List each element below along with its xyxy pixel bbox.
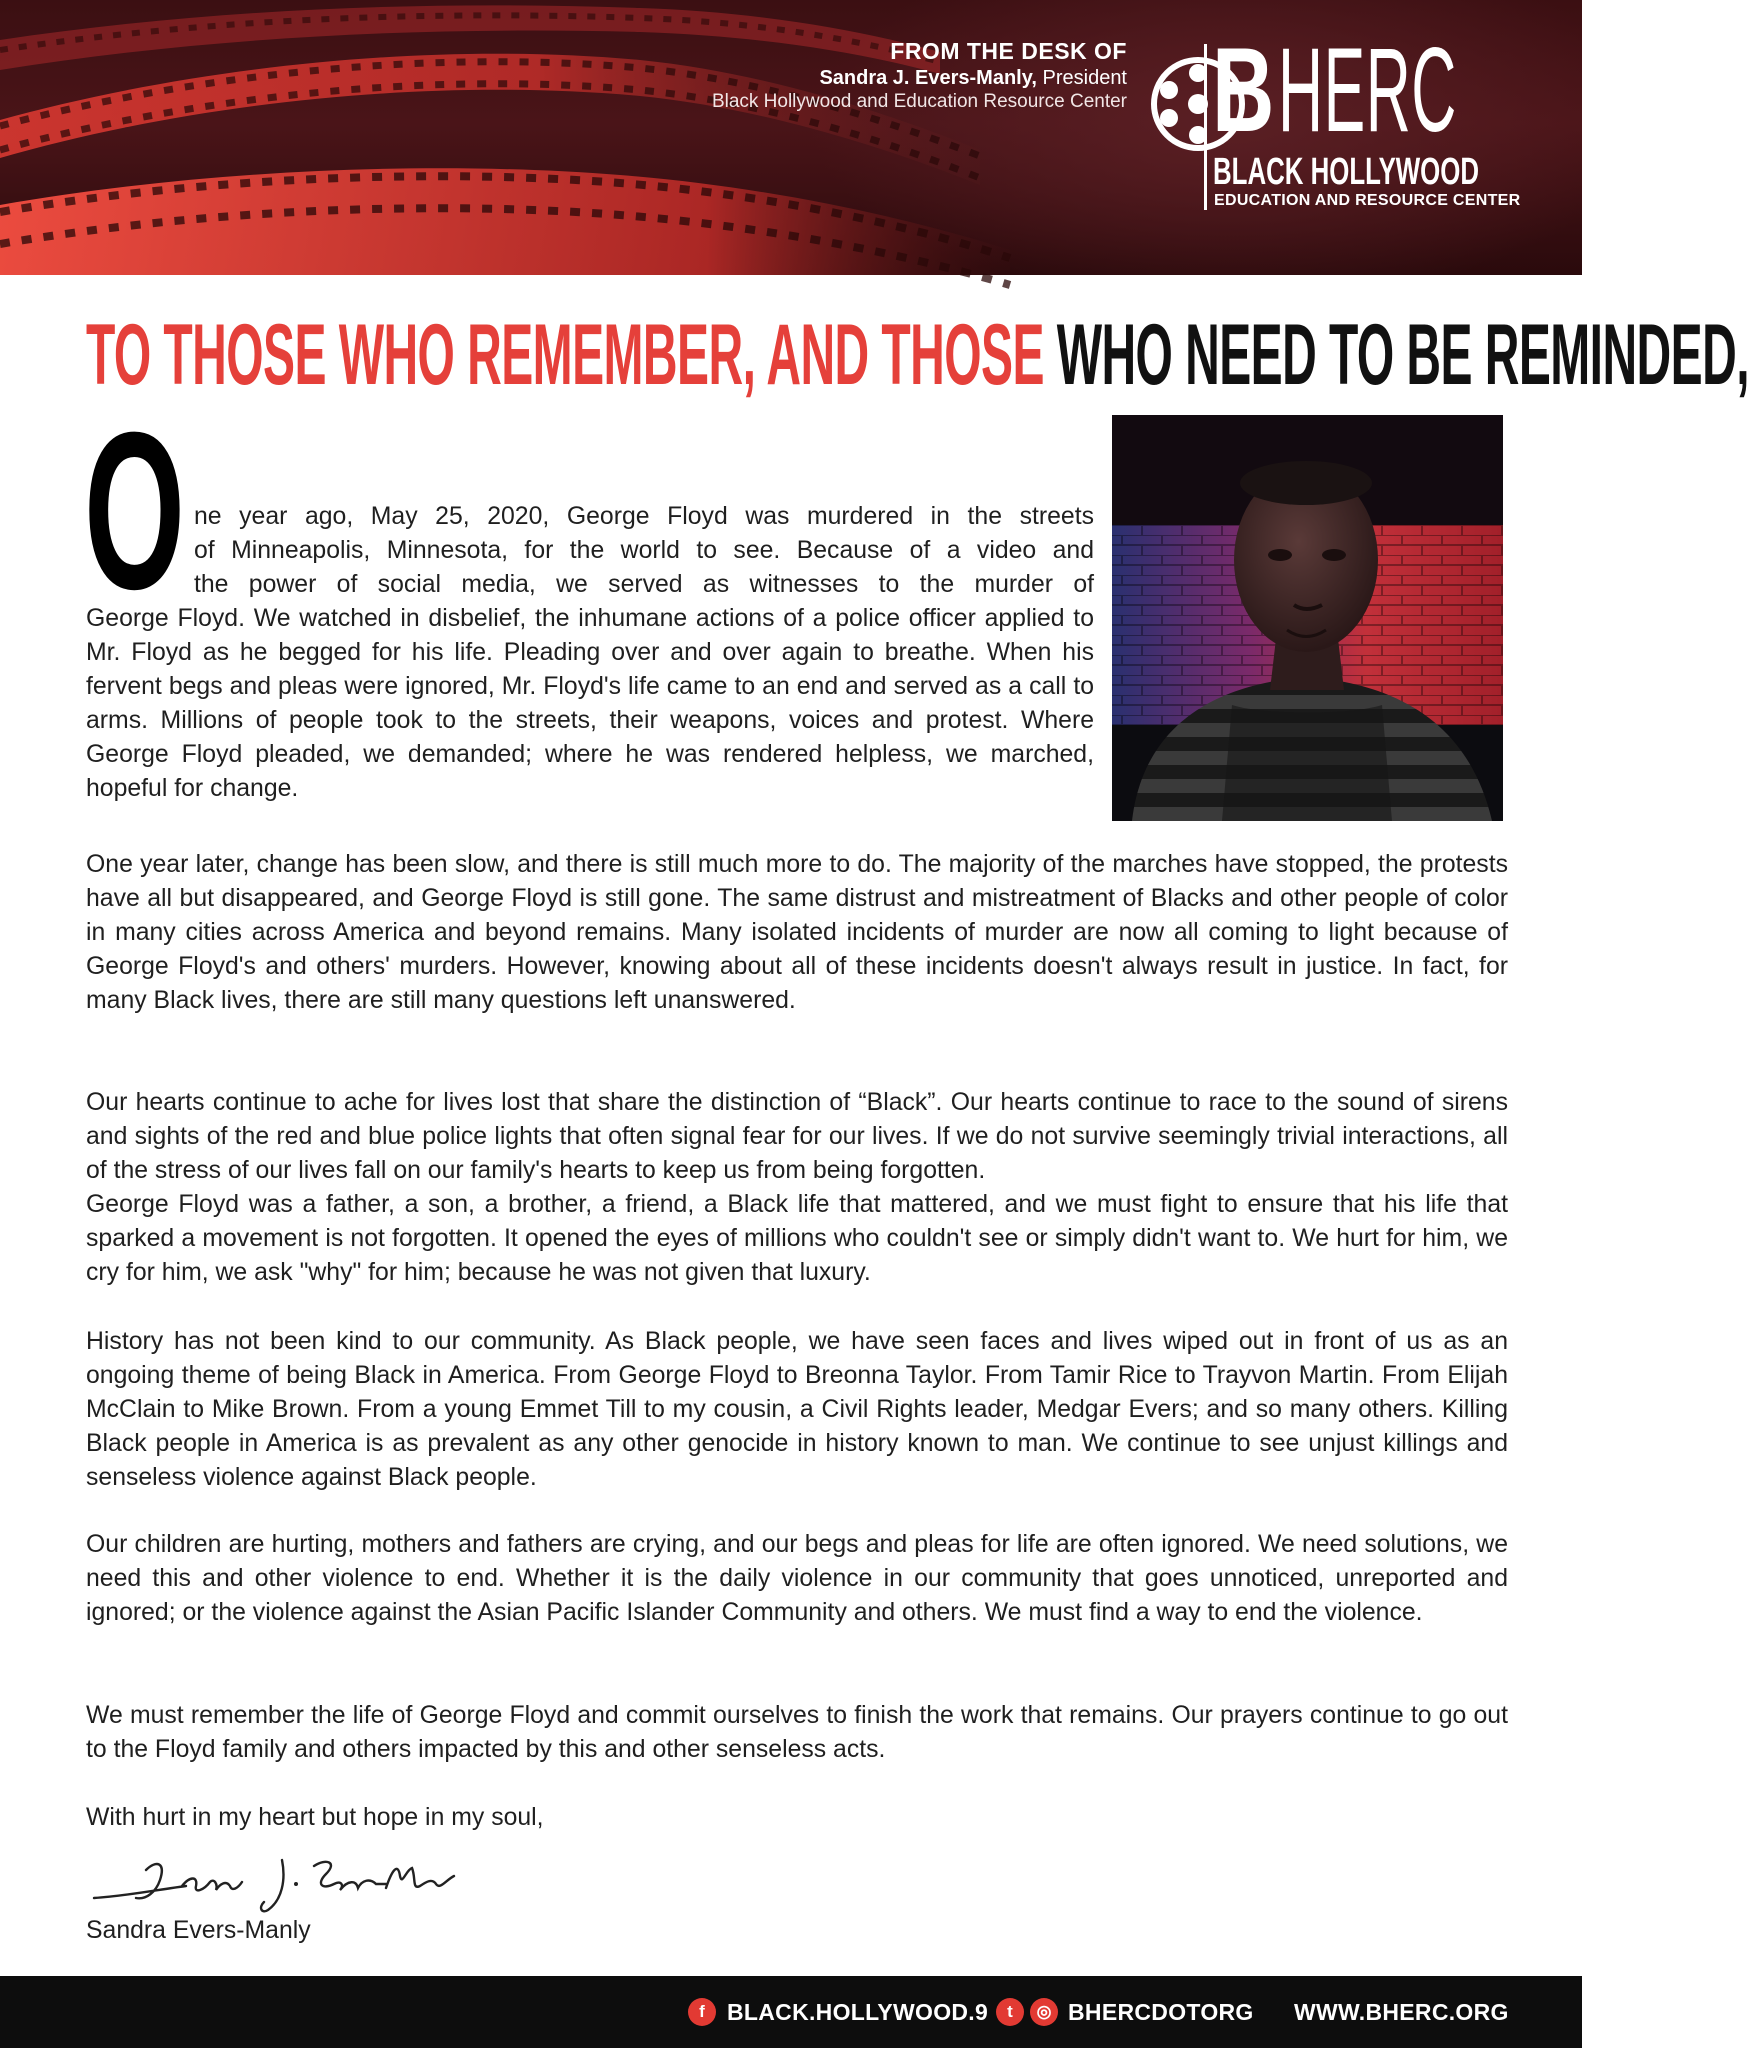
headline-black-part: WHO NEED TO BE REMINDED, [1056,307,1749,403]
portrait-image [1112,415,1503,821]
logo-letters-herc: HERC [1278,23,1457,157]
intro-line: the power of social media, we served as witnesses to the murder of [194,571,1094,598]
facebook-icon[interactable]: f [688,1998,716,2026]
twitter-icon[interactable]: t [996,1998,1024,2026]
organization-name: Black Hollywood and Education Resource Center [711,91,1127,112]
letterhead-banner [0,0,1582,275]
social-handle[interactable]: BHERCDOTORG [1068,1999,1254,2025]
drop-cap: O [84,386,186,636]
signer-name: Sandra Evers-Manly [86,1917,311,1944]
from-desk-label: FROM THE DESK OF [890,38,1127,64]
intro-paragraph-rest: George Floyd. We watched in disbelief, the inhumane actions of a police officer applied to Mr. Floyd as he begged for his life. Pleading over and over again to breathe. When his fervent begs and pleas were ignored, Mr. Floyd's life came to an end and served as a call to arms. Millions of people took to the streets, their weapons, voices and protest. Where George Floyd pleaded, we demanded; where he was rendered helpless, we marched, hopeful for change. [86,605,1094,802]
sender-name: Sandra J. Evers-Manly, [819,67,1037,89]
headline-red-part: TO THOSE WHO REMEMBER, AND THOSE [86,307,1044,403]
letter-headline [86,307,1749,403]
body-paragraph: We must remember the life of George Floyd and commit ourselves to finish the work that remains. Our prayers continue to go out to the Floyd family and others impacted by this and other senseless acts. [86,1702,1508,1763]
intro-line: ne year ago, May 25, 2020, George Floyd was murdered in the streets [194,503,1094,530]
sender-line [527,67,1127,90]
facebook-handle[interactable]: BLACK.HOLLYWOOD.9 [727,1999,989,2025]
logo-letter-b: B [1212,23,1275,157]
closing-line: With hurt in my heart but hope in my soul, [86,1804,544,1831]
instagram-icon[interactable]: ◎ [1030,1998,1058,2026]
film-reel-icon [1152,48,1204,160]
logo-subtitle: EDUCATION AND RESOURCE CENTER [1214,192,1521,209]
logo-name: BLACK HOLLYWOOD [1213,151,1480,193]
sender-block [527,38,1127,113]
footer-bar [0,1976,1582,2048]
sender-title: President [1042,67,1127,89]
body-paragraph: Our children are hurting, mothers and fathers are crying, and our begs and pleas for life are often ignored. We need solutions, we need this and other violence to end. Whether it is the daily violence in our community that goes unnoticed, unreported and ignored; or the violence against the Asian Pacific Islander Community and others. We must find a way to end the violence. [86,1531,1508,1626]
george-floyd-portrait [1112,415,1503,821]
body-paragraph: George Floyd was a father, a son, a brother, a friend, a Black life that mattered, and we must fight to ensure that his life that sparked a movement is not forgotten. It opened the eyes of millions who couldn't see or simply didn't want to. We hurt for him, we cry for him, we ask "why" for him; because he was not given that luxury. [86,1191,1508,1286]
body-paragraph: History has not been kind to our community. As Black people, we have seen faces and lives wiped out in front of us as an ongoing theme of being Black in America. From George Floyd to Breonna Taylor. From Tamir Rice to Trayvon Martin. From Elijah McClain to Mike Brown. From a young Emmet Till to my cousin, a Civil Rights leader, Medgar Evers; and so many others. Killing Black people in America is as prevalent as any other genocide in history known to man. We continue to see unjust killings and senseless violence against Black people. [86,1328,1508,1491]
intro-lines [194,500,1094,602]
website-link[interactable]: WWW.BHERC.ORG [1294,1999,1509,2025]
handwritten-signature [86,1840,466,1920]
body-paragraph: Our hearts continue to ache for lives lost that share the distinction of “Black”. Our hearts continue to race to the sound of sirens and sights of the red and blue police lights that often signal fear for our lives. If we do not survive seemingly trivial interactions, all of the stress of our lives fall on our family's hearts to keep us from being forgotten. [86,1089,1508,1184]
body-paragraph: One year later, change has been slow, and there is still much more to do. The majority of the marches have stopped, the protests have all but disappeared, and George Floyd is still gone. The same distrust and mistreatment of Blacks and other people of color in many cities across America and beyond remains. Many isolated incidents of murder are now all coming to light because of George Floyd's and others' murders. However, knowing about all of these incidents doesn't always result in justice. In fact, for many Black lives, there are still many questions left unanswered. [86,851,1508,1014]
logo-divider [1204,44,1207,210]
intro-line: of Minneapolis, Minnesota, for the world to see. Because of a video and [194,537,1094,564]
